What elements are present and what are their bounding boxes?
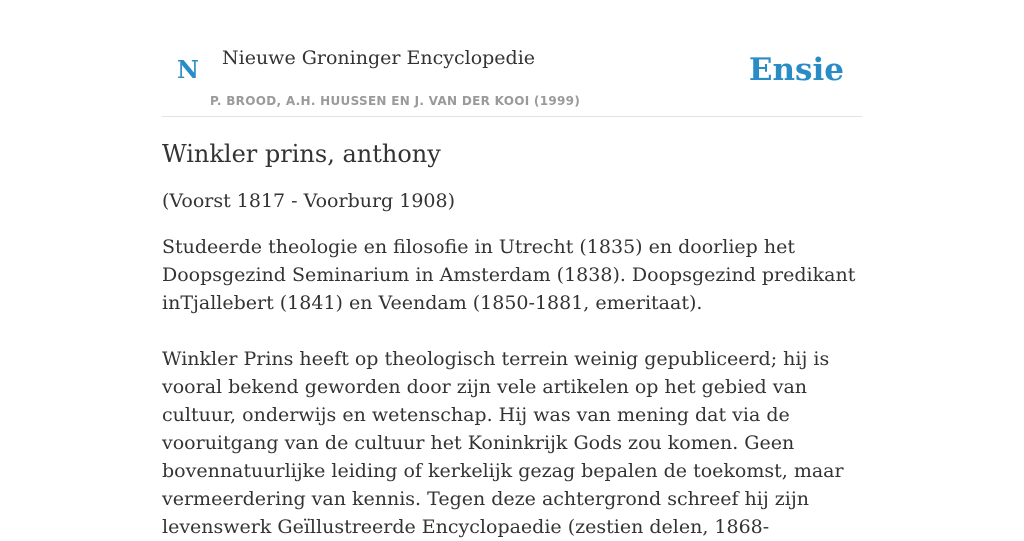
article-title: Winkler prins, anthony [162, 140, 441, 168]
book-authors: P. BROOD, A.H. HUUSSEN EN J. VAN DER KOOI (1999) [210, 94, 581, 108]
encyclopedia-header [162, 0, 862, 117]
article [162, 137, 862, 541]
article-subtitle: (Voorst 1817 - Voorburg 1908) [162, 190, 456, 212]
book-logo[interactable]: N [177, 55, 199, 84]
article-paragraph: Studeerde theologie en filosofie in Utrecht (1835) en doorliep het Doopsgezind Seminarium in Amsterdam (1838). Doopsgezind predikant inTjallebert (1841) en Veendam (1850-1881, emeritaat). [162, 236, 856, 314]
article-paragraph: Winkler Prins heeft op theologisch terrein weinig gepubliceerd; hij is vooral bekend geworden door zijn vele artikelen op het gebied van cultuur, onderwijs en wetenschap. Hij was van mening dat via de vooruitgang van de cultuur het Koninkrijk Gods zou komen. Geen bovennatuurlijke leiding of kerkelijk gezag bepalen de toekomst, maar vermeerdering van kennis. Tegen deze achtergrond schreef hij zijn levenswerk Geïllustreerde Encyclopaedie (zestien delen, 1868- [162, 348, 844, 538]
ensie-logo-link[interactable]: Ensie [748, 52, 844, 88]
book-title-link[interactable]: Nieuwe Groninger Encyclopedie [222, 47, 536, 69]
